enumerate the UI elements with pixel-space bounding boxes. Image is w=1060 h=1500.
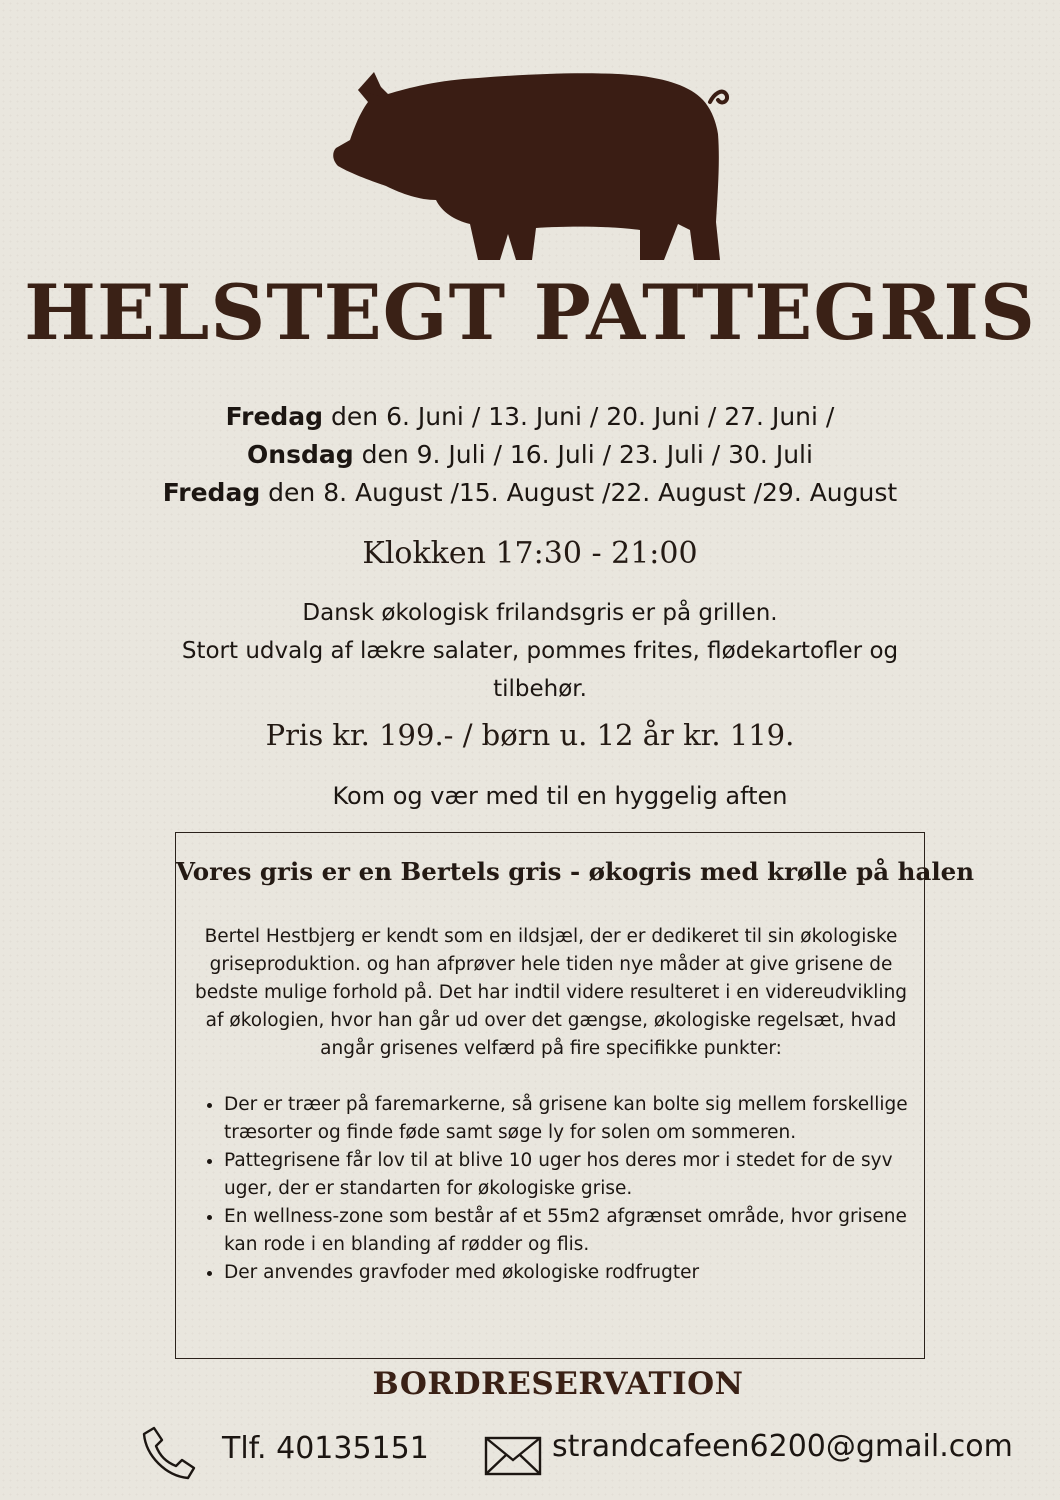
mail-icon [484,1436,542,1476]
pig-icon [328,72,732,264]
date-day: Fredag [225,402,324,431]
reservation-heading: BORDRESERVATION [372,1366,744,1402]
price: Pris kr. 199.- / børn u. 12 år kr. 119. [265,718,795,752]
event-time: Klokken 17:30 - 21:00 [362,536,698,571]
description [150,594,930,708]
date-text: den 9. Juli / 16. Juli / 23. Juli / 30. Juli [353,440,813,469]
date-day: Onsdag [247,440,354,469]
bullet-item: • En wellness-zone som består af et 55m2 afgrænset område, hvor grisene kan rode i en blanding af rødder og flis. [224,1203,914,1259]
info-box-body: Bertel Hestbjerg er kendt som en ildsjæl, der er dedikeret til sin økologiske griseproduktion. og han afprøver hele tiden nye måder at give grisene de bedste mulige forhold på. Det har indtil videre resulteret i en videreudvikling af økologien, hvor han går ud over det gængse, økologiske regelsæt, hvad angår grisenes velfærd på fire specifikke punkter: [194,926,908,1059]
description-line: Dansk økologisk frilandsgris er på grillen. [302,600,778,626]
date-text: den 8. August /15. August /22. August /29. August [260,478,898,507]
email-address[interactable]: strandcafeen6200@gmail.com [552,1429,1013,1464]
page-title: HELSTEGT PATTEGRIS [24,268,1036,357]
bullet-item: • Pattegrisene får lov til at blive 10 uger hos deres mor i stedet for de syv uger, der er standarten for økologiske grise. [224,1147,914,1203]
info-box [175,832,975,1359]
bullet-item: • Der er træer på faremarkerne, så grisene kan bolte sig mellem forskellige træsorter og finde føde samt søge ly for solen om sommeren. [224,1091,914,1147]
invite-text: Kom og vær med til en hyggelig aften [332,782,788,810]
info-box-title: Vores gris er en Bertels gris - økogris med krølle på halen [176,857,975,886]
phone-icon [140,1424,196,1480]
info-box-bullets [198,1091,914,1287]
date-line [0,436,1060,474]
date-line [0,474,1060,512]
date-day: Fredag [162,478,261,507]
date-line [0,398,1060,436]
description-line: Stort udvalg af lækre salater, pommes frites, flødekartofler og tilbehør. [181,638,899,702]
dates-list [0,398,1060,512]
phone-number[interactable]: Tlf. 40135151 [222,1431,429,1466]
bullet-item: • Der anvendes gravfoder med økologiske rodfrugter [224,1259,914,1287]
date-text: den 6. Juni / 13. Juni / 20. Juni / 27. Juni / [323,402,835,431]
